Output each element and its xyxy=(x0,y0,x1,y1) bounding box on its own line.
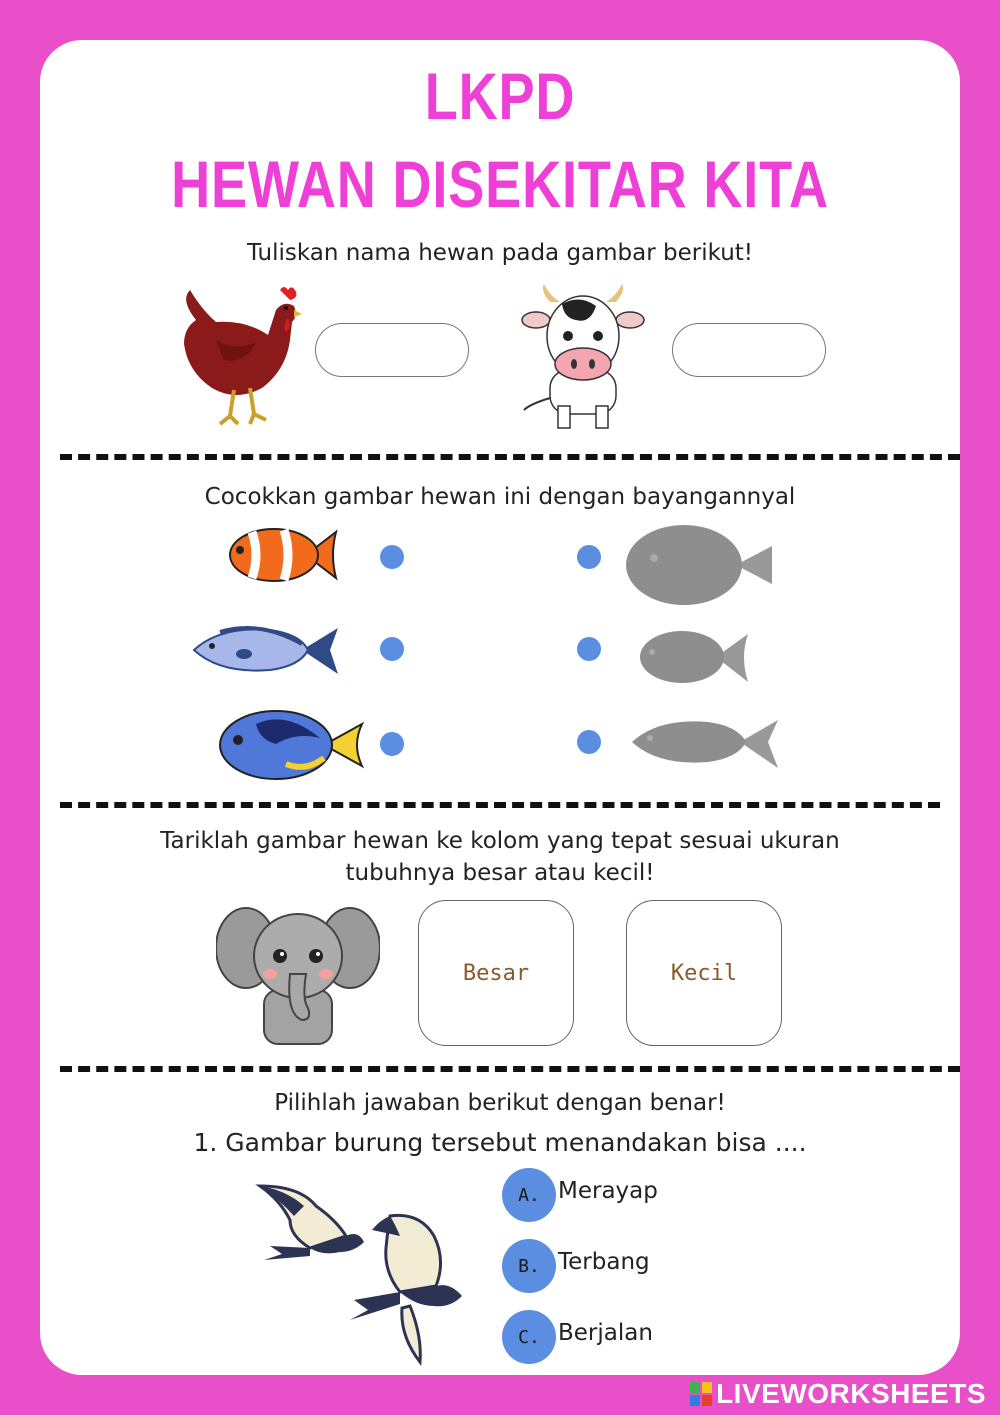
liveworksheets-logo xyxy=(690,1378,986,1410)
option-b-circle[interactable]: B. xyxy=(502,1239,556,1293)
section-divider xyxy=(60,454,960,460)
elephant-icon[interactable] xyxy=(216,904,380,1048)
option-a-circle[interactable]: A. xyxy=(502,1168,556,1222)
option-c-circle[interactable]: C. xyxy=(502,1310,556,1364)
match-dot-left-1[interactable] xyxy=(380,545,404,569)
section-divider xyxy=(60,802,940,808)
section3-instruction-line2: tubuhnya besar atau kecil! xyxy=(345,860,655,886)
section2-instruction: Cocokkan gambar hewan ini dengan bayangannyal xyxy=(204,484,796,510)
question-text: 1. Gambar burung tersebut menandakan bisa .... xyxy=(193,1128,807,1157)
liveworksheets-logo-icon xyxy=(690,1382,712,1406)
match-dot-right-3[interactable] xyxy=(577,730,601,754)
blue-tang-fish-icon[interactable] xyxy=(216,704,366,786)
option-c-text: Berjalan xyxy=(558,1320,653,1346)
cow-icon xyxy=(520,284,646,432)
section-divider xyxy=(60,1066,960,1072)
mackerel-fish-icon[interactable] xyxy=(190,620,342,680)
drop-zone-besar[interactable]: Besar xyxy=(418,900,574,1046)
match-dot-left-2[interactable] xyxy=(380,637,404,661)
option-b-text: Terbang xyxy=(558,1249,650,1275)
match-dot-right-2[interactable] xyxy=(577,637,601,661)
clownfish-icon[interactable] xyxy=(226,522,342,588)
fish-shadow-3-icon[interactable] xyxy=(628,712,780,772)
brand-text: LIVEWORKSHEETS xyxy=(716,1378,986,1409)
drop-zone-kecil[interactable]: Kecil xyxy=(626,900,782,1046)
chicken-answer-input[interactable] xyxy=(315,323,469,377)
section3-instruction-line1: Tariklah gambar hewan ke kolom yang tepat sesuai ukuran xyxy=(160,828,840,854)
cow-answer-input[interactable] xyxy=(672,323,826,377)
worksheet-subtitle: HEWAN DISEKITAR KITA xyxy=(171,147,829,221)
fish-shadow-1-icon[interactable] xyxy=(626,522,774,608)
chicken-icon xyxy=(176,280,302,426)
birds-icon xyxy=(250,1176,470,1366)
section4-instruction: Pilihlah jawaban berikut dengan benar! xyxy=(274,1090,726,1116)
worksheet-title: LKPD xyxy=(424,59,576,133)
section1-instruction: Tuliskan nama hewan pada gambar berikut! xyxy=(246,240,754,266)
match-dot-left-3[interactable] xyxy=(380,732,404,756)
fish-shadow-2-icon[interactable] xyxy=(636,624,750,690)
match-dot-right-1[interactable] xyxy=(577,545,601,569)
option-a-text: Merayap xyxy=(558,1178,658,1204)
